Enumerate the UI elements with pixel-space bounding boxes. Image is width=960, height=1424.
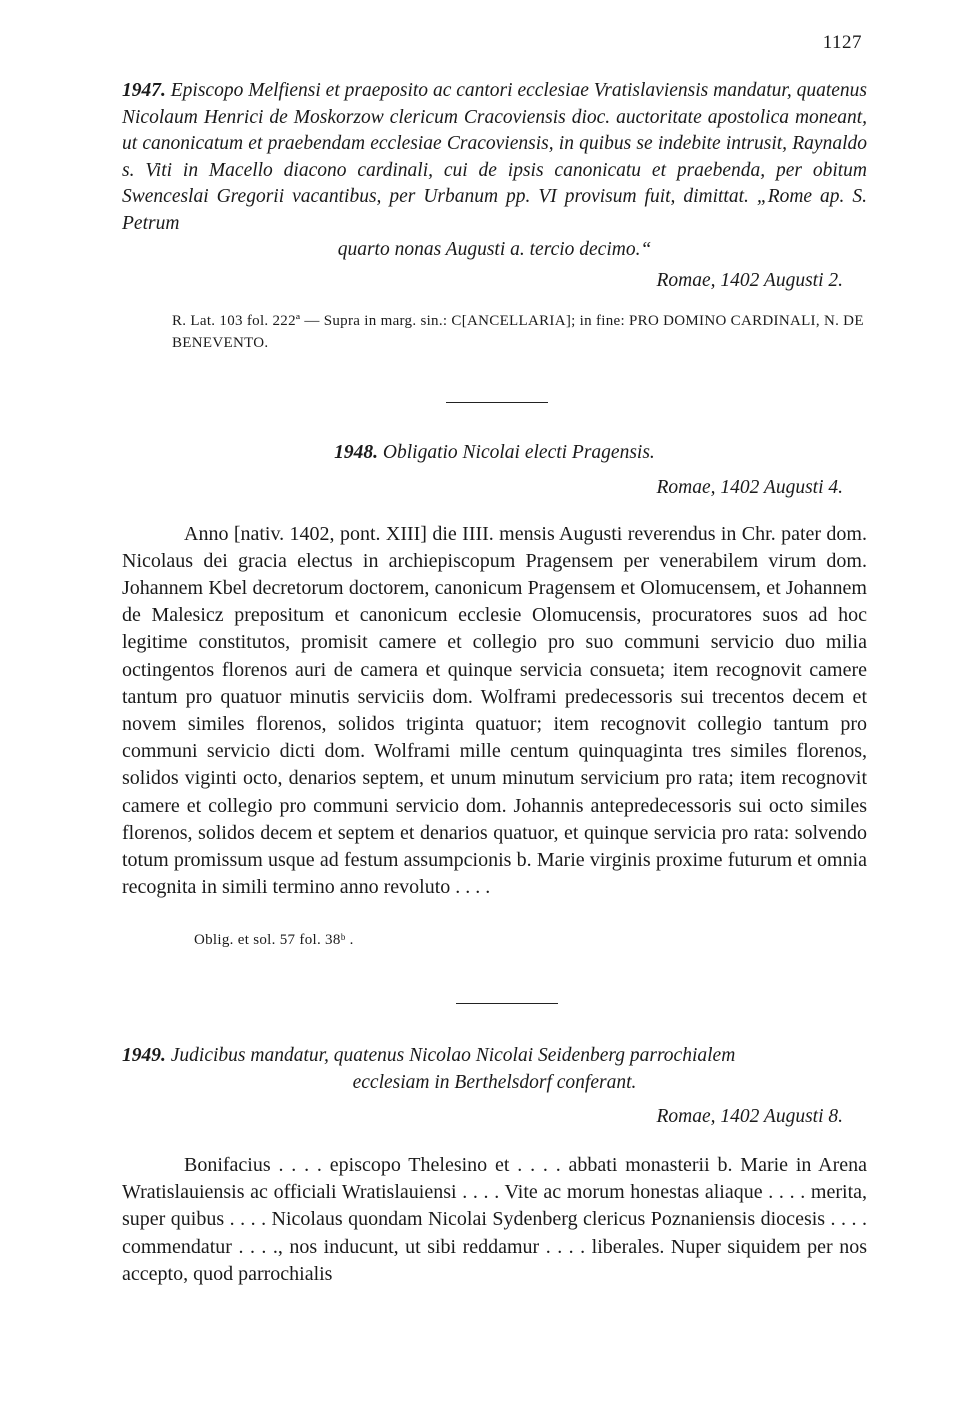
entry-1948 [122, 440, 867, 951]
entry-date: Romae, 1402 Augusti 8. [656, 1106, 843, 1127]
entry-date: Romae, 1402 Augusti 4. [656, 476, 843, 498]
entry-number: 1949. [122, 1045, 166, 1066]
page-number: 1127 [822, 32, 862, 53]
divider [446, 402, 548, 403]
entry-1947 [122, 78, 867, 354]
entry-body: Anno [nativ. 1402, pont. XIII] die IIII. mensis Augusti reverendus in Chr. pater dom. Nicolaus dei gracia electus in archiepiscopum Pragensem per venerabilem virum dom. Johannem Kbel decretorum doctorem, canonicum Pragensem et Olomucensem, et Johannem de Malesicz prepositum et canonicum ecclesie Olomucensis, procuratores suos ad hoc legitime constitutos, promisit camere et collegio pro suo communi servicio duo milia octingentos florenos auri de camera et quinque servicia consueta; item recognovit camere tantum pro quatuor minutis serviciis dom. Wolframi predecessoris sui trecentos decem et novem similes florenos, solidos triginta quatuor; item recognovit collegio tantum pro communi servicio dicti dom. Wolframi mille centum quinquaginta tres similes florenos, solidos viginti octo, denarios septem, et unum minutum servicium pro rata; item recognovit camere et collegio pro communi servicio dom. Johannis antepredecessoris sui octo similes florenos, solidos decem et septem et denarios quatuor, et quinque servicia pro rata: solvendo totum promissum usque ad festum assumpcionis b. Marie virginis proxime futurum et omnia recognita in simili termino anno revoluto . . . . [122, 522, 867, 899]
entry-heading [122, 1043, 867, 1070]
entry-heading-text: Obligatio Nicolai electi Pragensis. [382, 442, 655, 463]
entry-number: 1947. [122, 80, 166, 101]
entry-source-text: R. Lat. 103 fol. 222ª — Supra in marg. sin.: C[ANCELLARIA]; in fine: PRO DOMINO CARDINALI, N. DE BENEVENTO. [172, 312, 864, 351]
entry-number: 1948. [334, 442, 379, 463]
entry-heading-text: Judicibus mandatur, quatenus Nicolao Nicolai Seidenberg parrochialem [170, 1045, 736, 1066]
entry-heading-text: Episcopo Melfiensi et praeposito ac cantori ecclesiae Vratislaviensis mandatur, quatenus Nicolaum Henrici de Moskorzow clericum Cracoviensis dioc. auctoritate apostolica moneant, ut canonicatum et praebendam ecclesiae Cracoviensis, in quibus se indebite intrusit, Raynaldo s. Viti in Macello diacono cardinali, cui de ipsis canonicatu et praebenda, per obitum Swenceslai Gregorii vacantibus, per Urbanum pp. VI provisum fuit, dimittat. „Rome ap. S. Petrum [122, 80, 867, 234]
entry-1949 [122, 1043, 867, 1288]
entry-date: Romae, 1402 Augusti 2. [656, 269, 843, 291]
entry-source: Oblig. et sol. 57 fol. 38ᵇ . [194, 932, 354, 949]
entry-heading-continuation: ecclesiam in Berthelsdorf conferant. [352, 1071, 637, 1093]
entry-heading [122, 440, 867, 467]
entry-heading-continuation: quarto nonas Augusti a. tercio decimo.“ [337, 239, 652, 260]
entry-heading [122, 78, 867, 237]
entry-body: Bonifacius . . . . episcopo Thelesino et . . . . abbati monasterii b. Marie in Arena Wratislauiensis ac officiali Wratislauiensi . . . . Vite ac morum honestas aliaque . . . . merita, super quibus . . . . Nicolaus quondam Nicolai Sydenberg clericus Poznaniensis diocesis . . . . commendatur . . . ., nos inducunt, ut sibi reddamur . . . . liberales. Nuper siquidem per nos accepto, quod parrochialis [122, 1154, 867, 1285]
divider [456, 1003, 558, 1004]
entry-source [122, 310, 867, 354]
